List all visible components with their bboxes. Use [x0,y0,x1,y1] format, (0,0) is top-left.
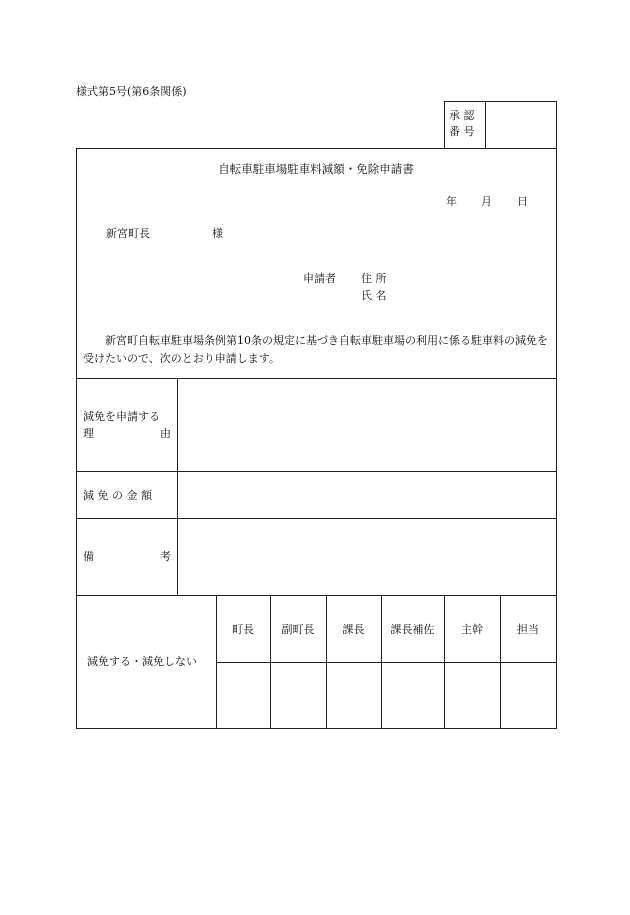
remarks-label-b: 考 [160,550,171,563]
approval-label-line2: 番 号 [449,125,475,138]
seal-cell-mayor[interactable] [217,663,270,728]
approval-box-divider [485,101,486,148]
decision-header-staff: 担当 [517,623,539,636]
remarks-label-a: 備 [83,550,94,563]
seal-cell-deputy-mayor[interactable] [271,663,326,728]
approval-box-top [444,101,557,102]
decision-header-chief-officer: 主幹 [461,623,483,636]
approval-number-value[interactable] [490,118,552,138]
decision-label: 減免する・減免しない [87,655,197,668]
body-text [83,332,553,368]
decision-header-mayor: 町長 [232,623,254,636]
frame-right [556,101,557,728]
reason-label-line2b: 由 [160,427,171,440]
decision-header-deputy-mayor: 副町長 [281,623,315,636]
remarks-input-area[interactable] [178,519,556,595]
seal-cell-section-chief[interactable] [327,663,381,728]
approval-label-line1: 承 認 [449,109,475,122]
frame-left [76,148,77,728]
body-text-content: 新宮町自転車駐車場条例第10条の規定に基づき自転車駐車場の利用に係る駐車料の減免を受けたいので、次のとおり申請します。 [83,334,548,365]
seal-cell-assistant-chief[interactable] [382,663,444,728]
addressee-honorific: 様 [212,227,223,240]
decision-header-assistant-chief: 課長補佐 [390,623,435,636]
frame-bottom [76,728,557,729]
reason-label-line1: 減免を申請する [83,410,160,423]
frame-top [76,148,557,149]
date-year: 年 [446,195,457,208]
amount-label: 減 免 の 金 額 [83,489,152,502]
date-day: 日 [517,195,528,208]
applicant-address-label: 住 所 [361,272,387,285]
addressee-name: 新宮町長 [106,227,150,240]
seal-cell-staff[interactable] [501,663,556,728]
decision-header-section-chief: 課長 [342,623,365,636]
seal-cell-chief-officer[interactable] [445,663,500,728]
approval-box-left [444,101,445,148]
applicant-label: 申請者 [303,272,336,285]
date-month: 月 [481,195,492,208]
amount-input-area[interactable] [178,472,556,518]
form-label: 様式第5号(第6条関係) [76,85,187,98]
row-divider-4 [76,595,557,596]
applicant-name-label: 氏 名 [361,289,387,302]
form-title: 自転車駐車場駐車料減額・免除申請書 [218,162,414,176]
reason-input-area[interactable] [178,379,556,471]
reason-label-line2a: 理 [83,427,94,440]
